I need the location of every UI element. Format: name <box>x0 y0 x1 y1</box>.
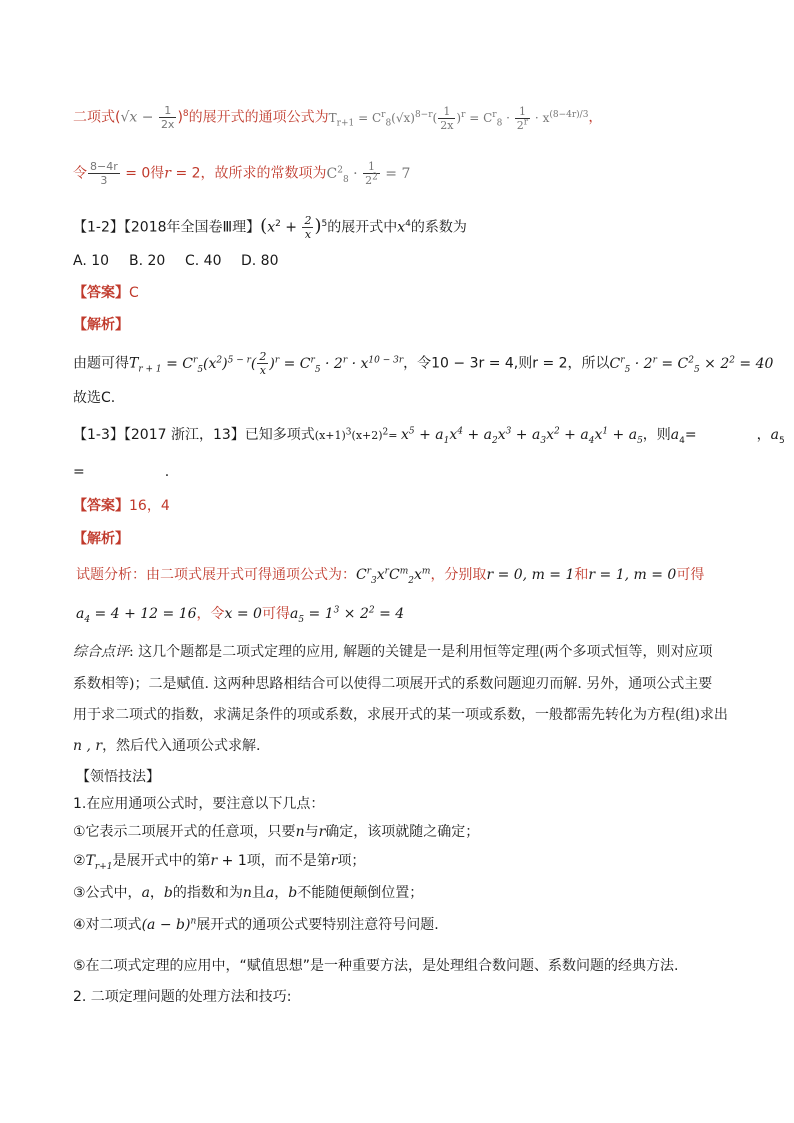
frac-num: 1 <box>438 105 455 119</box>
T-symbol: T <box>328 110 337 125</box>
C-symbol: C <box>326 165 338 182</box>
x-symbol: x <box>413 567 422 583</box>
exponent: 2 <box>553 426 560 437</box>
x-symbol: x <box>397 219 406 236</box>
paren: ) <box>222 355 228 372</box>
answer-value: 16，4 <box>129 498 170 514</box>
option-d: D. 80 <box>241 253 279 269</box>
C-sub: 5 <box>693 364 700 375</box>
analysis-1 <box>73 315 129 335</box>
r-symbol: r <box>330 853 338 869</box>
exponent: (8−4r)/3 <box>549 109 589 120</box>
exponent: n <box>190 916 197 927</box>
C-symbol: C <box>388 567 400 583</box>
term: x <box>546 427 554 443</box>
C-sub: 5 <box>197 364 204 375</box>
conclusion-1 <box>73 388 115 408</box>
T-symbol: T <box>85 853 95 869</box>
exponent: 3 <box>333 605 340 616</box>
text: 项； <box>337 853 366 869</box>
plus: + <box>280 219 302 236</box>
text: = 0得 <box>120 165 165 182</box>
analysis-label: 【解析】 <box>73 531 129 547</box>
exponent: r <box>461 109 466 120</box>
a-symbol: a <box>141 885 150 901</box>
exponent: r <box>652 354 657 365</box>
fraction <box>159 104 177 131</box>
equals: = <box>161 355 183 372</box>
question-source: 【2017 浙江，13】 <box>123 427 245 443</box>
option-b: B. 20 <box>129 253 166 269</box>
text: 的指数和为 <box>172 885 243 901</box>
term: x <box>401 427 409 443</box>
C-sup: r <box>310 354 315 365</box>
exponent: 2 <box>382 427 389 438</box>
x-symbol: x <box>267 219 276 236</box>
a4-symbol: a <box>76 606 85 622</box>
exponent: 10 − 3r <box>368 354 404 365</box>
equals: = <box>388 429 401 442</box>
C-sup: 2 <box>337 164 343 175</box>
text: 试题分析：由二项式展开式可得通项公式为： <box>76 567 356 583</box>
x-symbol: x <box>542 110 550 125</box>
C-symbol: C <box>182 355 193 372</box>
equals: = <box>465 110 484 125</box>
exponent: 2 <box>216 354 223 365</box>
sqrt-x: √x <box>120 109 138 126</box>
subscript: 5 <box>637 435 643 446</box>
term: + a <box>511 427 541 443</box>
text: 令 <box>73 165 87 182</box>
C-sup: r <box>366 566 372 577</box>
term: x <box>449 427 458 443</box>
text: 可得 <box>676 567 705 583</box>
x-symbol: x <box>376 567 385 583</box>
dot: · <box>531 110 543 125</box>
fraction <box>363 160 380 187</box>
T-subscript: r+1 <box>336 117 355 128</box>
text: ，令 <box>196 606 225 622</box>
result: = 40 <box>734 355 774 372</box>
term: × 2 <box>699 355 730 372</box>
technique-point-1 <box>73 822 479 842</box>
exponent: r <box>384 566 389 577</box>
fraction <box>257 350 268 377</box>
comment-label: 综合点评 <box>73 644 129 660</box>
C-sup: m <box>399 566 409 577</box>
b-symbol: b <box>288 885 298 901</box>
C-symbol: C <box>371 110 382 125</box>
comment-line-4 <box>73 736 261 756</box>
C-sup: r <box>492 109 497 120</box>
options-row <box>73 251 297 271</box>
a5-symbol: a <box>770 427 779 443</box>
equals: = <box>684 427 697 443</box>
comment-line-2 <box>73 674 712 694</box>
r-symbol: r <box>164 165 171 182</box>
exponent: r <box>523 116 529 127</box>
subscript: 1 <box>443 435 450 446</box>
term: (x+1) <box>314 429 346 442</box>
condition: r = 0, m = 1 <box>486 567 575 583</box>
exponent: 4 <box>457 426 463 437</box>
question-1-3-continued <box>73 462 169 482</box>
answer-2 <box>73 496 170 516</box>
question-number: 【1-2】 <box>73 219 124 236</box>
dot: · <box>348 165 363 182</box>
exponent: 8 <box>182 108 189 119</box>
frac-num: 2 <box>259 350 267 363</box>
text: + 1项，而不是第 <box>217 853 331 869</box>
T-symbol: T <box>129 355 139 372</box>
term: · 2 <box>320 355 343 372</box>
technique-point-4 <box>73 915 439 935</box>
frac-num: 1 <box>159 104 177 118</box>
comment-line-3 <box>73 705 728 725</box>
expression: (a − b) <box>141 917 191 933</box>
text: ，令10 − 3r = 4,则r = 2，所以 <box>403 355 610 372</box>
C-symbol: C <box>356 567 367 583</box>
fraction <box>438 105 455 132</box>
option-a: A. 10 <box>73 253 110 269</box>
analysis-2 <box>73 529 129 549</box>
text: 确定，该项就随之确定； <box>325 824 480 840</box>
C-sub: 8 <box>385 117 392 128</box>
text: 二项式( <box>73 109 121 126</box>
technique-point-5 <box>73 956 679 976</box>
exponent: 2 <box>275 218 281 229</box>
n-symbol: n <box>295 824 305 840</box>
option-c: C. 40 <box>185 253 222 269</box>
result: = 7 <box>380 165 411 182</box>
frac-den: 2 <box>516 118 524 132</box>
equals: = <box>354 110 372 125</box>
text: 的展开式中 <box>327 219 398 236</box>
exponent: 4 <box>405 218 411 229</box>
solution-2-continued <box>76 604 404 624</box>
subscript: 4 <box>84 614 91 625</box>
exponent: 1 <box>602 426 609 437</box>
sqrt-part: (√x) <box>391 110 415 125</box>
text: ，分别取 <box>430 567 487 583</box>
technique-point-2 <box>73 851 365 871</box>
frac-num: 1 <box>363 160 380 174</box>
comment-text: 用于求二项式的指数，求满足条件的项或系数，求展开式的某一项或系数，一般都需先转化为方程(组)求出 <box>73 707 728 723</box>
text: 1.在应用通项公式时，要注意以下几点： <box>73 796 325 812</box>
subscript: 2 <box>491 435 498 446</box>
minus: − <box>137 109 158 126</box>
text: ⑤在二项式定理的应用中，“赋值思想”是一种重要方法，是处理组合数问题、系数问题的经典方法. <box>73 958 679 974</box>
exponent: 5 <box>408 426 415 437</box>
question-1-2 <box>73 214 467 241</box>
r-symbol: r <box>318 824 326 840</box>
technique-item-2 <box>73 987 292 1007</box>
condition: r = 1, m = 0 <box>588 567 677 583</box>
text: ， <box>274 885 289 901</box>
equals: = <box>656 355 678 372</box>
term: · x <box>347 355 369 372</box>
paren: ( <box>432 110 438 125</box>
equals: = <box>279 355 300 372</box>
term: + a <box>414 427 444 443</box>
answer-value: C <box>129 285 139 301</box>
frac-den: x <box>304 228 312 241</box>
text: ①它表示二项展开式的任意项，只要 <box>73 824 296 840</box>
term: x <box>497 427 506 443</box>
exponent: 5 − r <box>227 354 251 365</box>
C-symbol: C <box>677 355 689 372</box>
paren: ) <box>314 215 322 237</box>
exponent: 2 <box>368 605 375 616</box>
frac-den: 2x <box>160 118 175 131</box>
exponent: 3 <box>505 426 512 437</box>
frac-num: 1 <box>515 105 530 119</box>
C-sup: r <box>381 109 386 120</box>
fraction <box>515 105 530 132</box>
C-sub: 8 <box>496 117 503 128</box>
paren: ) <box>269 355 275 372</box>
C-sub: 8 <box>343 174 349 185</box>
question-number: 【1-3】 <box>73 427 124 443</box>
solution-1 <box>73 350 773 377</box>
equation: × 2 <box>339 606 369 622</box>
paren: ) <box>456 110 462 125</box>
text: ③公式中， <box>73 885 142 901</box>
text: 的展开式的通项公式为 <box>188 109 329 126</box>
text: 与 <box>304 824 319 840</box>
subscript: 3 <box>540 435 547 446</box>
subscript: r+1 <box>94 861 113 872</box>
fraction <box>302 214 313 241</box>
C-sub: 2 <box>408 575 414 586</box>
text: ④对二项式 <box>73 917 142 933</box>
equation: = 1 <box>304 606 334 622</box>
C-sub: 3 <box>371 575 377 586</box>
term: (x+2) <box>351 429 383 442</box>
technique-point-3 <box>73 883 423 903</box>
text: 不能随便颠倒位置； <box>297 885 424 901</box>
text: 2. 二项定理问题的处理方法和技巧: <box>73 989 292 1005</box>
frac-den: 2 <box>365 174 373 187</box>
text: 且 <box>251 885 266 901</box>
text: ，则 <box>642 427 671 443</box>
exponent: 8−r <box>414 109 433 120</box>
C-sup: r <box>620 354 625 365</box>
subscript: 4 <box>679 435 685 446</box>
section-header: 【领悟技法】 <box>76 769 160 785</box>
a-symbol: a <box>265 885 275 901</box>
constant-term-line <box>73 160 410 187</box>
result: = 4 <box>374 606 405 622</box>
paren: ( <box>250 355 257 372</box>
condition: x = 0 <box>224 606 262 622</box>
dot: · <box>502 110 514 125</box>
answer-label: 【答案】 <box>73 498 129 514</box>
comment-text: ，然后代入通项公式求解. <box>102 738 261 754</box>
C-sub: 5 <box>624 364 631 375</box>
technique-item-1 <box>73 794 324 814</box>
fraction <box>88 160 120 187</box>
solution-2 <box>76 565 704 585</box>
frac-num: 2 <box>304 214 312 227</box>
T-subscript: r + 1 <box>138 364 162 375</box>
text: 已知多项式 <box>244 427 315 443</box>
exponent: r <box>342 354 348 365</box>
frac-num: 8−4r <box>90 160 118 173</box>
term: + a <box>463 427 492 443</box>
exponent: 5 <box>321 218 328 229</box>
answer-1 <box>73 283 139 303</box>
frac-den: x <box>259 364 266 377</box>
subscript: 5 <box>298 614 305 625</box>
text: ， <box>149 885 164 901</box>
exponent: 2 <box>372 172 378 183</box>
term: · 2 <box>630 355 653 372</box>
analysis-label: 【解析】 <box>73 317 129 333</box>
C-sup: r <box>193 354 198 365</box>
general-term-line: 二项式(√x − $\frac{1}{2x}$ )$^8$的展开式的通项公式为$T_{r+1} = C^r_8(√x)^{8-r}$( $\frac{1}{2x}$ )$^r = C^r_8$ · $\frac{1}{2^r}$ · $x^{(8-4r)/3}$， <box>73 104 603 132</box>
question-source: 【2018年全国卷Ⅲ理】 <box>123 219 261 236</box>
text: ， <box>588 109 603 126</box>
exponent: 3 <box>345 427 352 438</box>
C-symbol: C <box>609 355 621 372</box>
exponent: r <box>274 354 280 365</box>
text: 是展开式中的第 <box>112 853 211 869</box>
term: + a <box>608 427 638 443</box>
text: . <box>164 464 170 480</box>
n-symbol: n <box>242 885 252 901</box>
comment-line-1 <box>73 642 713 662</box>
text: ② <box>73 853 86 869</box>
answer-label: 【答案】 <box>73 285 129 301</box>
frac-den: 2x <box>440 118 454 132</box>
C-sup: 2 <box>688 354 694 365</box>
frac-den: 3 <box>100 174 108 187</box>
text: = 2，故所求的常数项为 <box>171 165 327 182</box>
equals: = <box>73 464 85 480</box>
paren: ( <box>260 215 268 237</box>
term: x <box>594 427 603 443</box>
text: 由题可得 <box>73 355 129 372</box>
C-sub: 5 <box>314 364 321 375</box>
technique-header <box>76 767 160 787</box>
r-symbol: r <box>210 853 218 869</box>
variables: n , r <box>73 738 103 754</box>
C-symbol: C <box>299 355 311 372</box>
text: 的系数为 <box>410 219 467 236</box>
term: (x <box>203 355 217 372</box>
C-symbol: C <box>483 110 493 125</box>
equation: = 4 + 12 = 16 <box>90 606 197 622</box>
comment-text: 系数相等)；二是赋值. 这两种思路相结合可以使得二项展开式的系数问题迎刃而解. 另外，通项公式主要 <box>73 676 713 692</box>
text: ， <box>756 427 771 443</box>
b-symbol: b <box>163 885 173 901</box>
text: 展开式的通项公式要特别注意符号问题. <box>196 917 439 933</box>
text: 可得 <box>261 606 290 622</box>
comment-text: : 这几个题都是二项式定理的应用, 解题的关键是一是利用恒等定理(两个多项式恒等，则对应项 <box>129 644 713 660</box>
subscript: 5 <box>778 435 785 446</box>
text: 和 <box>574 567 589 583</box>
conclusion-text: 故选C. <box>73 390 116 406</box>
a5-symbol: a <box>289 606 299 622</box>
a4-symbol: a <box>670 427 680 443</box>
exponent: m <box>421 566 431 577</box>
subscript: 4 <box>588 435 595 446</box>
question-1-3 <box>73 425 785 446</box>
term: + a <box>559 427 589 443</box>
exponent: 2 <box>729 354 735 365</box>
